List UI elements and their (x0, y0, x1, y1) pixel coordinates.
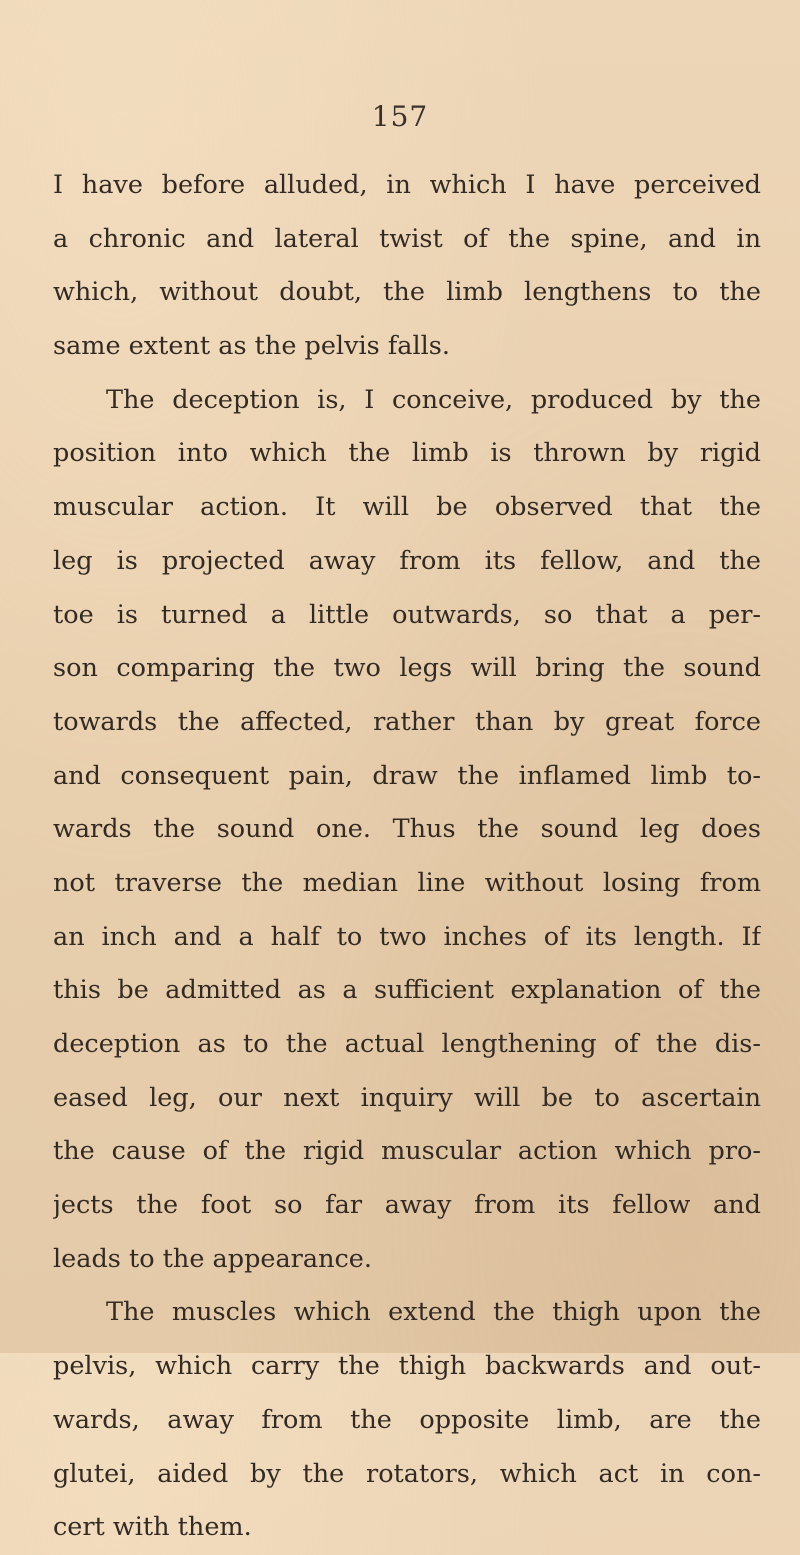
text-line: deception as to the actual lengthening of the dis- (53, 1029, 761, 1059)
text-line: towards the affected, rather than by great force (53, 706, 761, 737)
text-line: a chronic and lateral twist of the spine, and in (53, 223, 761, 254)
paragraph-end-line: cert with them. (53, 1512, 252, 1543)
body-text (53, 159, 761, 1555)
text-line: I have before alluded, in which I have perceived (53, 170, 761, 200)
text-line: which, without doubt, the limb lengthens to the (53, 277, 761, 308)
text-line: an inch and a half to two inches of its length. If (53, 921, 761, 952)
paragraph-start-line: The deception is, I conceive, produced by the (106, 384, 761, 415)
text-line: glutei, aided by the rotators, which act in con- (53, 1458, 761, 1489)
text-line: eased leg, our next inquiry will be to ascertain (53, 1082, 761, 1113)
text-line: leg is projected away from its fellow, and the (53, 545, 761, 576)
paragraph-start-line: The muscles which extend the thigh upon the (106, 1297, 761, 1328)
text-line: jects the foot so far away from its fellow and (53, 1190, 761, 1221)
paragraph-end-line: same extent as the pelvis falls. (53, 331, 450, 362)
text-line: toe is turned a little outwards, so that a per- (53, 599, 761, 630)
text-line: wards, away from the opposite limb, are the (53, 1404, 761, 1435)
page-number: 157 (371, 100, 429, 133)
text-line: position into which the limb is thrown by rigid (53, 438, 761, 469)
text-line: this be admitted as a sufficient explanation of the (53, 975, 761, 1006)
text-line: wards the sound one. Thus the sound leg does (53, 814, 761, 845)
text-line: pelvis, which carry the thigh backwards and out- (53, 1351, 761, 1382)
text-line: son comparing the two legs will bring the sound (53, 653, 761, 684)
paragraph-end-line: leads to the appearance. (53, 1243, 372, 1274)
text-line: muscular action. It will be observed that the (53, 492, 761, 523)
text-line: the cause of the rigid muscular action which pro- (53, 1136, 761, 1167)
text-line: and consequent pain, draw the inflamed limb to- (53, 760, 761, 791)
text-line: not traverse the median line without losing from (53, 867, 761, 898)
